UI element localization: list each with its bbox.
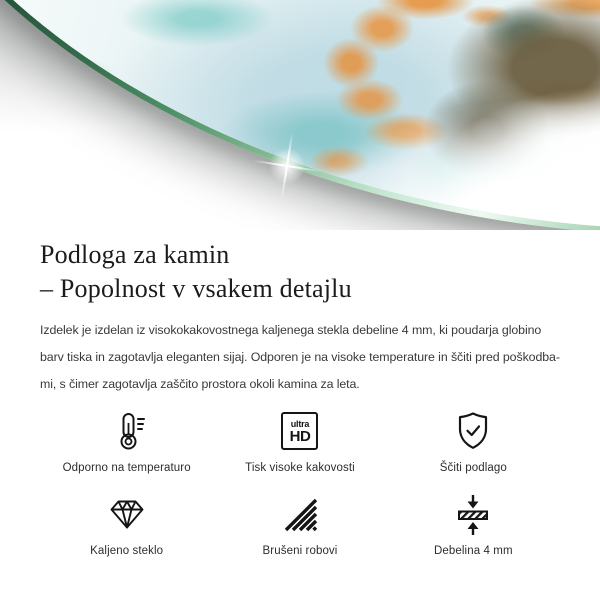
page-title-line-2: – Popolnost v vsakem detajlu [40, 274, 352, 303]
product-description [40, 317, 560, 398]
description-line: mi, s čimer zagotavlja zaščito prostora okoli kamina za leta. [40, 377, 360, 391]
description-line: Izdelek je izdelan iz visokokakovostnega kaljenega stekla debeline 4 mm, ki poudarja globino [40, 323, 542, 337]
feature-item-tempered-glass [40, 491, 213, 557]
page-title [40, 238, 560, 306]
feature-label: Ščiti podlago [439, 462, 507, 474]
feature-item-print-quality [213, 408, 386, 474]
thickness-icon [451, 491, 495, 537]
feature-item-temperature [40, 408, 213, 474]
shield-check-icon [451, 408, 495, 454]
feature-label: Odporno na temperaturo [62, 462, 191, 474]
glass-disc [0, 0, 600, 230]
ultra-hd-icon [281, 408, 318, 454]
feature-item-thickness [387, 491, 560, 557]
feature-label: Kaljeno steklo [90, 545, 164, 557]
feature-label: Brušeni robovi [262, 545, 338, 557]
feature-item-protects [387, 408, 560, 474]
ultra-hd-box [281, 412, 318, 450]
feature-item-beveled-edges [213, 491, 386, 557]
thermometer-icon [105, 408, 149, 454]
feature-label: Tisk visoke kakovosti [245, 462, 355, 474]
page-title-line-1: Podloga za kamin [40, 240, 230, 269]
product-image [0, 0, 600, 230]
beveled-edges-icon [278, 491, 322, 537]
feature-grid [40, 408, 560, 557]
diamond-icon [105, 491, 149, 537]
marble-artwork [0, 0, 600, 230]
description-line: barv tiska in zagotavlja eleganten sijaj. Odporen je na visoke temperature in ščiti pred poškodba- [40, 350, 560, 364]
ultra-hd-text-top: ultra [290, 418, 310, 429]
ultra-hd-text-bottom: HD [289, 427, 311, 445]
product-info-section [0, 238, 600, 557]
feature-label: Debelina 4 mm [434, 545, 513, 557]
